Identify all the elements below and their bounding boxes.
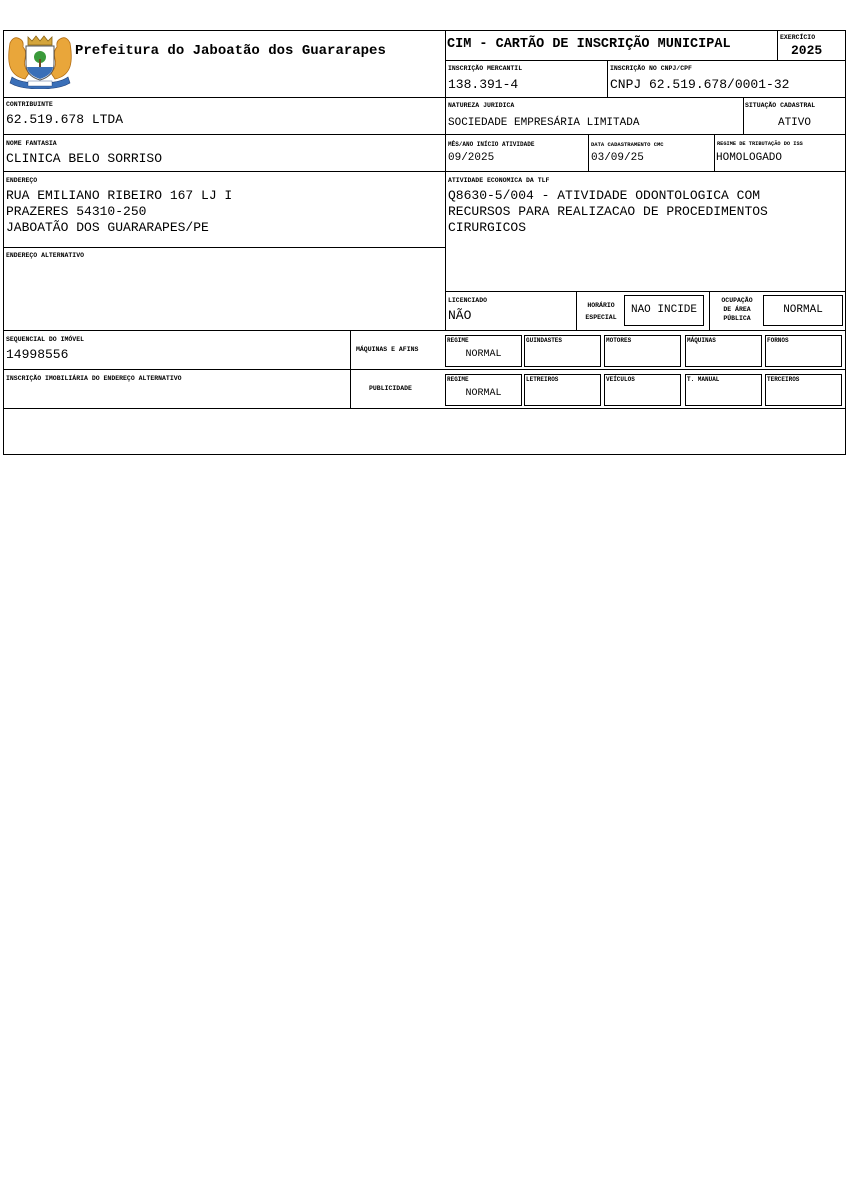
municipality-name: Prefeitura do Jaboatão dos Guararapes bbox=[75, 43, 386, 59]
inscricao-imobiliaria-cell bbox=[3, 369, 351, 409]
ocupacao-label-2: DE ÁREA bbox=[723, 306, 751, 313]
regime-tributacao-cell bbox=[714, 134, 846, 172]
ocupacao-cell bbox=[709, 291, 846, 331]
contribuinte-cell bbox=[3, 97, 446, 135]
maquinas-regime-value: NORMAL bbox=[465, 349, 502, 360]
nome-fantasia-label: NOME FANTASIA bbox=[6, 140, 57, 147]
ocupacao-label-3: PÚBLICA bbox=[723, 315, 751, 322]
endereco-line2: PRAZERES 54310-250 bbox=[6, 204, 147, 219]
endereco-alternativo-label: ENDEREÇO ALTERNATIVO bbox=[6, 252, 85, 259]
publicidade-regime-value: NORMAL bbox=[465, 388, 502, 399]
exercicio-cell bbox=[777, 30, 846, 61]
ocupacao-box bbox=[763, 295, 843, 326]
maquinas-motores-label: MOTORES bbox=[606, 337, 632, 344]
maquinas-cell bbox=[350, 330, 846, 370]
publicidade-veiculos-box bbox=[604, 374, 681, 406]
horario-especial-cell bbox=[576, 291, 710, 331]
inscricao-mercantil-value: 138.391-4 bbox=[448, 77, 519, 92]
contribuinte-value: 62.519.678 LTDA bbox=[6, 112, 124, 127]
publicidade-regime-box bbox=[445, 374, 522, 406]
atividade-line2: RECURSOS PARA REALIZACAO DE PROCEDIMENTOS bbox=[448, 204, 768, 219]
card-title: CIM - CARTÃO DE INSCRIÇÃO MUNICIPAL bbox=[447, 37, 731, 52]
publicidade-tmanual-box bbox=[685, 374, 762, 406]
maquinas-fornos-box bbox=[765, 335, 842, 367]
endereco-cell bbox=[3, 171, 446, 248]
horario-especial-label-2: ESPECIAL bbox=[585, 314, 617, 321]
maquinas-guindastes-label: GUINDASTES bbox=[526, 337, 563, 344]
ocupacao-value: NORMAL bbox=[783, 304, 823, 316]
sequencial-imovel-label: SEQUENCIAL DO IMÓVEL bbox=[6, 336, 85, 343]
header-logo-cell bbox=[3, 30, 446, 98]
inicio-atividade-label: MÊS/ANO INÍCIO ATIVIDADE bbox=[448, 141, 535, 148]
maquinas-fornos-label: FORNOS bbox=[767, 337, 789, 344]
maquinas-regime-box bbox=[445, 335, 522, 367]
atividade-cell bbox=[445, 171, 846, 292]
publicidade-terceiros-box bbox=[765, 374, 842, 406]
publicidade-terceiros-label: TERCEIROS bbox=[767, 376, 800, 383]
maquinas-label: MÁQUINAS E AFINS bbox=[356, 346, 419, 353]
publicidade-regime-label: REGIME bbox=[447, 376, 469, 383]
natureza-juridica-label: NATUREZA JURIDICA bbox=[448, 102, 515, 109]
atividade-line3: CIRURGICOS bbox=[448, 220, 527, 235]
data-cadastramento-value: 03/09/25 bbox=[591, 152, 644, 164]
inscricao-cnpj-cell bbox=[607, 60, 846, 98]
endereco-label: ENDEREÇO bbox=[6, 177, 38, 184]
sequencial-imovel-cell bbox=[3, 330, 351, 370]
atividade-line1: Q8630-5/004 - ATIVIDADE ODONTOLOGICA COM bbox=[448, 188, 761, 203]
publicidade-letreiros-box bbox=[524, 374, 601, 406]
inicio-atividade-cell bbox=[445, 134, 589, 172]
natureza-juridica-cell bbox=[445, 97, 744, 135]
inscricao-mercantil-label: INSCRIÇÃO MERCANTIL bbox=[448, 65, 523, 72]
endereco-alternativo-cell bbox=[3, 247, 446, 331]
nome-fantasia-cell bbox=[3, 134, 446, 172]
publicidade-cell bbox=[350, 369, 846, 409]
endereco-line1: RUA EMILIANO RIBEIRO 167 LJ I bbox=[6, 188, 233, 203]
data-cadastramento-label: DATA CADASTRAMENTO CMC bbox=[591, 141, 664, 148]
regime-tributacao-label: REGIME DE TRIBUTAÇÃO DO ISS bbox=[717, 141, 803, 147]
situacao-cadastral-label: SITUAÇÃO CADASTRAL bbox=[745, 102, 816, 109]
horario-especial-box bbox=[624, 295, 704, 326]
publicidade-tmanual-label: T. MANUAL bbox=[687, 376, 720, 383]
exercicio-value: 2025 bbox=[791, 43, 823, 58]
atividade-label: ATIVIDADE ECONOMICA DA TLF bbox=[448, 177, 550, 184]
maquinas-motores-box bbox=[604, 335, 681, 367]
regime-tributacao-value: HOMOLOGADO bbox=[716, 152, 783, 164]
licenciado-label: LICENCIADO bbox=[448, 297, 488, 304]
maquinas-maquinas-box bbox=[685, 335, 762, 367]
publicidade-veiculos-label: VEÍCULOS bbox=[606, 376, 635, 383]
natureza-juridica-value: SOCIEDADE EMPRESÁRIA LIMITADA bbox=[448, 117, 640, 129]
footer-empty-cell bbox=[3, 408, 846, 455]
maquinas-guindastes-box bbox=[524, 335, 601, 367]
maquinas-maquinas-label: MÁQUINAS bbox=[687, 337, 716, 344]
inscricao-mercantil-cell bbox=[445, 60, 608, 98]
licenciado-value: NÃO bbox=[448, 308, 472, 323]
contribuinte-label: CONTRIBUINTE bbox=[6, 101, 53, 108]
situacao-cadastral-cell bbox=[743, 97, 846, 135]
nome-fantasia-value: CLINICA BELO SORRISO bbox=[6, 151, 163, 166]
inscricao-cnpj-value: CNPJ 62.519.678/0001-32 bbox=[610, 77, 790, 92]
coat-of-arms-logo bbox=[6, 33, 74, 89]
ocupacao-label-1: OCUPAÇÃO bbox=[721, 297, 753, 304]
horario-especial-value: NAO INCIDE bbox=[630, 304, 697, 316]
exercicio-label: EXERCÍCIO bbox=[780, 34, 816, 41]
maquinas-regime-label: REGIME bbox=[447, 337, 469, 344]
horario-especial-label-1: HORÁRIO bbox=[587, 302, 615, 309]
publicidade-letreiros-label: LETREIROS bbox=[526, 376, 559, 383]
inicio-atividade-value: 09/2025 bbox=[448, 152, 495, 164]
data-cadastramento-cell bbox=[588, 134, 715, 172]
inscricao-imobiliaria-label: INSCRIÇÃO IMOBILIÁRIA DO ENDEREÇO ALTERNATIVO bbox=[6, 375, 182, 382]
situacao-cadastral-value: ATIVO bbox=[777, 117, 811, 129]
licenciado-cell bbox=[445, 291, 577, 331]
endereco-line3: JABOATÃO DOS GUARARAPES/PE bbox=[6, 220, 209, 235]
sequencial-imovel-value: 14998556 bbox=[6, 347, 69, 362]
publicidade-label: PUBLICIDADE bbox=[369, 385, 412, 392]
inscricao-cnpj-label: INSCRIÇÃO NO CNPJ/CPF bbox=[610, 65, 692, 72]
card-title-cell bbox=[445, 30, 778, 61]
